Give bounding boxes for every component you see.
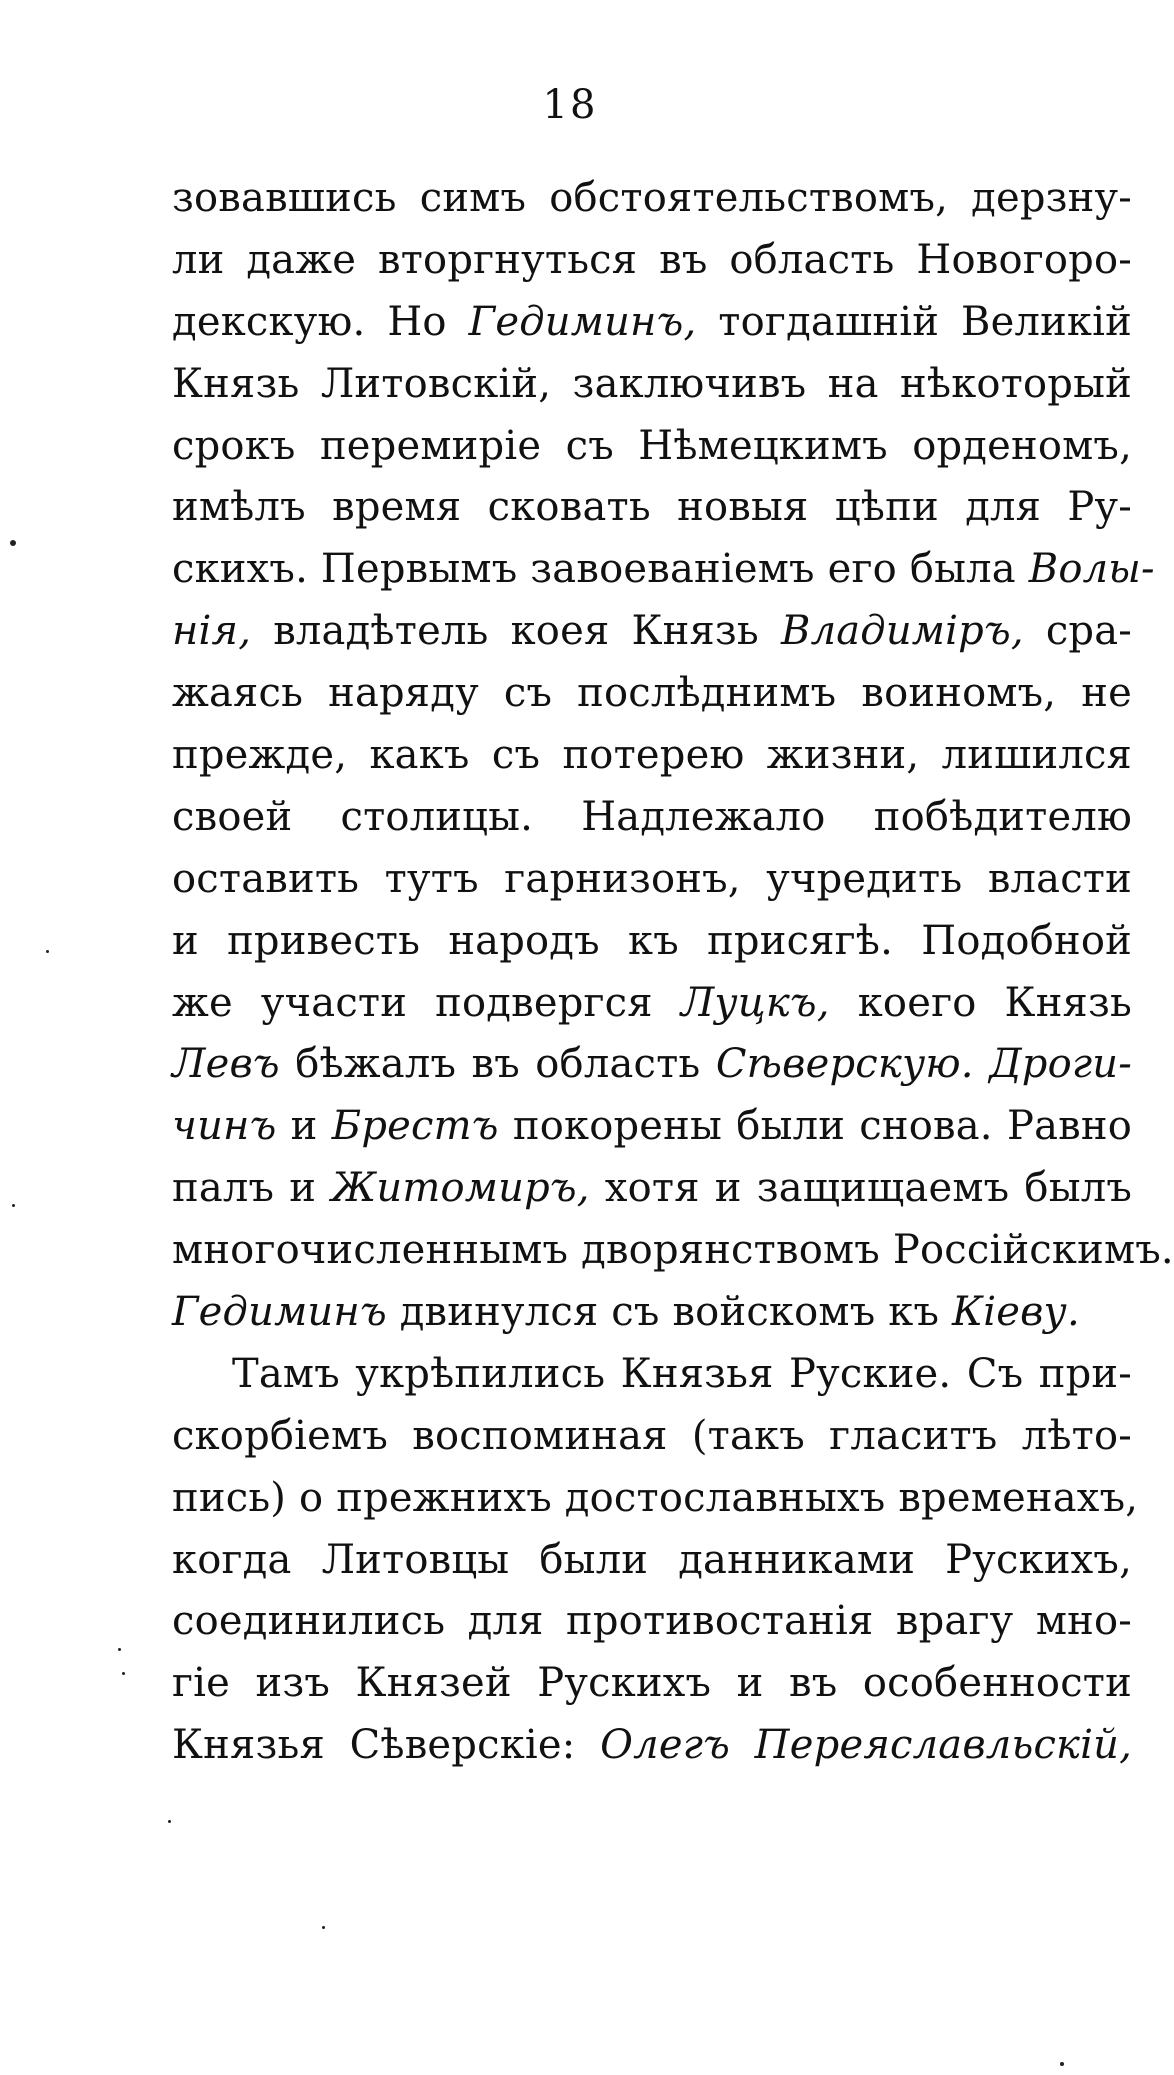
text-span: и привесть народъ къ присягѣ. Подобной	[172, 917, 1132, 964]
scan-speck	[46, 950, 49, 953]
scan-speck	[1060, 2062, 1064, 2066]
italic-name-span: Гедиминъ	[172, 1289, 387, 1336]
italic-name-span: Житомиръ,	[331, 1165, 590, 1212]
text-span: когда Литовцы были данниками Рускихъ,	[172, 1536, 1132, 1583]
text-span: тогдашній Великій	[696, 298, 1132, 345]
text-line	[172, 292, 1132, 354]
text-span: скорбіемъ воспоминая (такъ гласитъ лѣто-	[172, 1412, 1132, 1459]
text-span: ли даже вторгнуться въ область Новогоро-	[172, 236, 1132, 283]
text-line	[172, 1034, 1132, 1096]
italic-name-span: чинъ	[172, 1103, 277, 1150]
scan-speck	[118, 1648, 121, 1651]
text-span: гіе изъ Князей Рускихъ и въ особенности	[172, 1660, 1132, 1707]
text-span: имѣлъ время сковать новыя цѣпи для Ру-	[172, 484, 1132, 531]
text-span: своей столицы. Надлежало побѣдителю	[172, 793, 1132, 840]
text-line	[172, 1530, 1132, 1592]
text-span: прежде, какъ съ потерею жизни, лишился	[172, 732, 1132, 779]
italic-name-span: Гедиминъ,	[468, 298, 697, 345]
italic-name-span: Волы-	[1028, 546, 1155, 593]
text-line	[172, 911, 1132, 973]
text-line	[172, 1158, 1132, 1220]
text-span: и	[276, 1103, 332, 1150]
italic-name-span: Брестъ	[331, 1103, 499, 1150]
text-span: соединились для противостанія врагу мно-	[172, 1598, 1132, 1645]
text-line	[172, 539, 1155, 601]
text-line	[172, 1344, 1132, 1406]
text-line	[172, 663, 1132, 725]
scan-speck	[122, 1672, 125, 1675]
text-span: оставить тутъ гарнизонъ, учредить власти	[172, 855, 1132, 902]
text-span: пись) о прежнихъ достославныхъ временахъ,	[172, 1474, 1139, 1521]
italic-name-span: Олегъ Переяславльскій,	[600, 1722, 1133, 1769]
text-line	[172, 1282, 1132, 1344]
scan-speck	[168, 1820, 171, 1823]
scan-speck	[10, 540, 16, 546]
text-line	[172, 849, 1132, 911]
text-line	[172, 787, 1132, 849]
text-span: же участи подвергся	[172, 979, 681, 1026]
text-span: двинулся съ войскомъ къ	[386, 1289, 953, 1336]
text-span: многочисленнымъ дворянствомъ Россійскимъ.	[172, 1227, 1174, 1274]
italic-name-span: Луцкъ,	[680, 979, 830, 1026]
text-line	[172, 1715, 1132, 1777]
text-line	[172, 1406, 1132, 1468]
text-span: Тамъ укрѣпились Князья Руские. Съ при-	[232, 1350, 1132, 1397]
text-line	[172, 1653, 1132, 1715]
text-span: бѣжалъ въ область	[279, 1041, 716, 1088]
italic-name-span: Левъ	[172, 1041, 280, 1088]
text-line	[172, 1468, 1139, 1530]
text-span: зовавшись симъ обстоятельствомъ, дерзну-	[172, 175, 1132, 221]
text-span: хотя и защищаемъ былъ	[589, 1165, 1133, 1212]
text-line	[172, 416, 1132, 478]
scan-speck	[322, 1926, 325, 1929]
italic-name-span: Сѣверскую. Дроги-	[715, 1041, 1132, 1088]
text-line	[172, 601, 1132, 663]
text-line	[172, 477, 1132, 539]
text-span: Князь Литовскій, заключивъ на нѣкоторый	[172, 360, 1132, 407]
text-span: жаясь наряду съ послѣднимъ воиномъ, не	[172, 670, 1132, 717]
italic-name-span: Владиміръ,	[780, 608, 1024, 655]
text-span: Князья Сѣверскіе:	[172, 1722, 601, 1769]
italic-name-span: Кіеву.	[952, 1289, 1080, 1336]
text-span: скихъ. Первымъ завоеваніемъ его была	[172, 546, 1029, 593]
text-span: покорены были снова. Равно	[498, 1103, 1132, 1150]
text-line	[172, 1096, 1132, 1158]
text-line	[172, 973, 1132, 1035]
text-line	[172, 725, 1132, 787]
text-span: декскую. Но	[172, 298, 469, 345]
scan-speck	[12, 1204, 15, 1207]
text-line	[172, 354, 1132, 416]
text-span: сра-	[1023, 608, 1132, 655]
text-line	[172, 1591, 1132, 1653]
text-span: палъ и	[172, 1165, 332, 1212]
text-span: срокъ перемиріе съ Нѣмецкимъ орденомъ,	[172, 422, 1132, 469]
text-line	[172, 230, 1132, 292]
page-number: 18	[542, 82, 598, 128]
body-text	[172, 168, 1174, 1777]
text-line	[172, 168, 1132, 230]
text-line	[172, 1220, 1174, 1282]
italic-name-span: нія,	[172, 608, 252, 655]
text-span: владѣтель коея Князь	[251, 608, 781, 655]
text-span: коего Князь	[829, 979, 1132, 1026]
